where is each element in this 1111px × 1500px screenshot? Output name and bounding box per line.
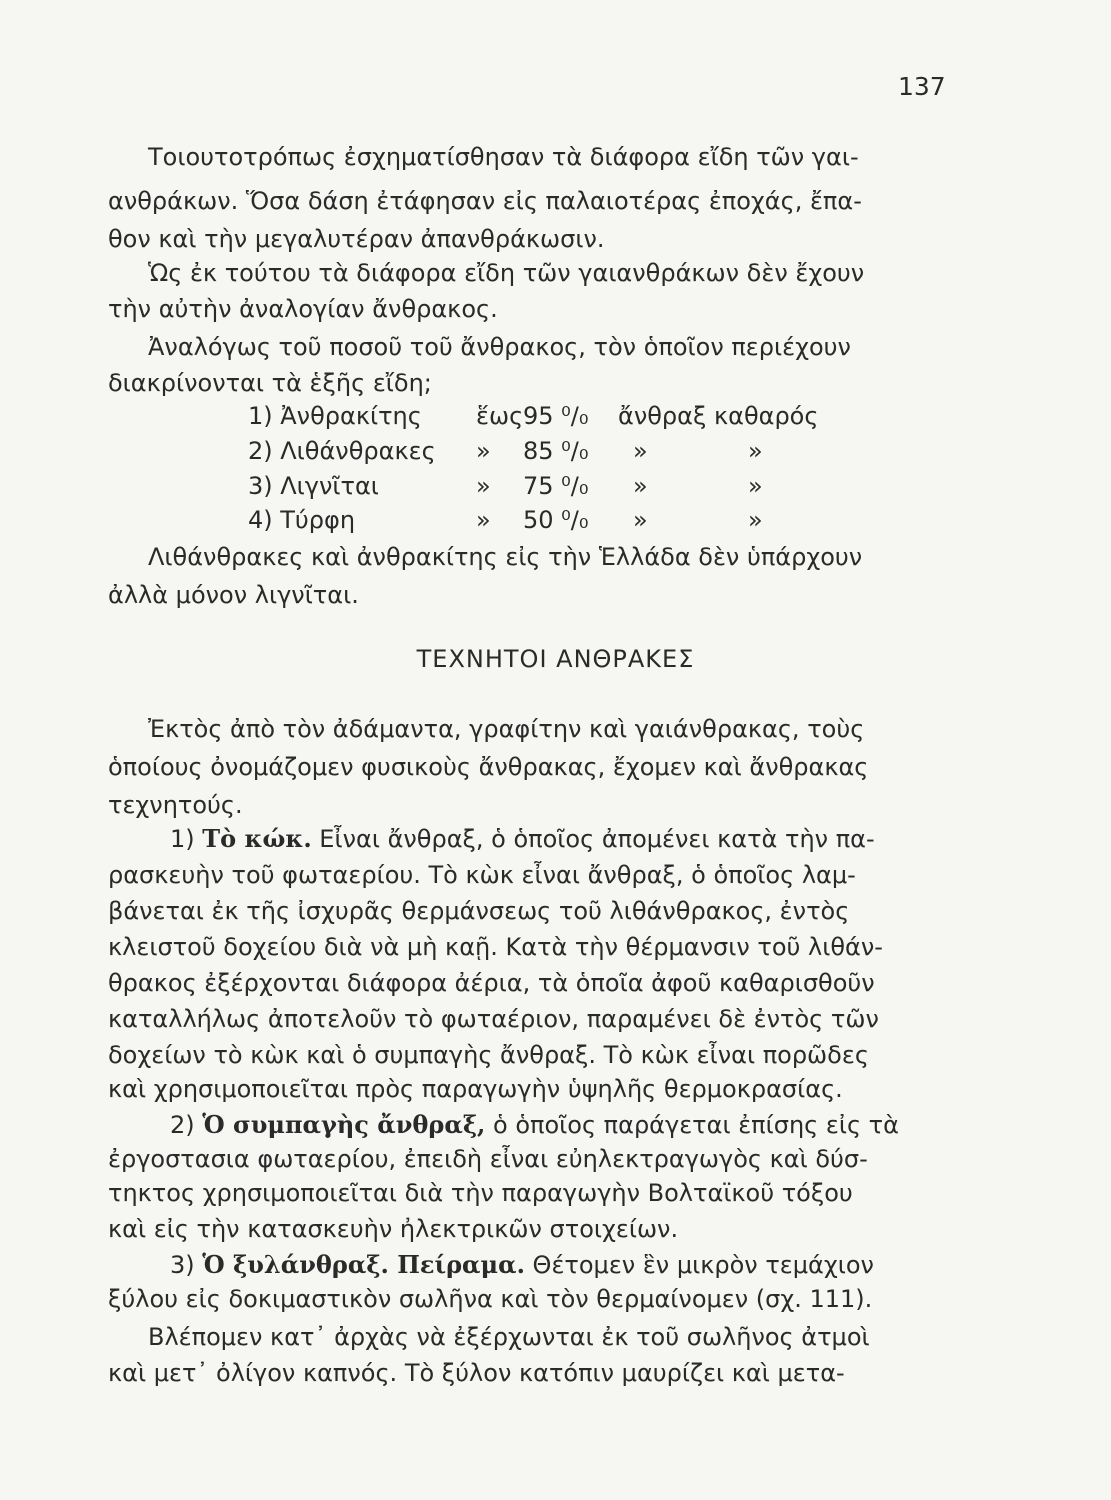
paragraph-line: καὶ μετ᾽ ὀλίγον καπνός. Τὸ ξύλον κατόπιν μαυρίζει καὶ μετα-: [108, 1359, 845, 1387]
paragraph-line: Βλέπομεν κατ᾽ ἀρχὰς νὰ ἐξέρχωνται ἐκ τοῦ σωλῆνος ἀτμοὶ: [148, 1323, 870, 1351]
paragraph-line: καὶ χρησιμοποιεῖται πρὸς παραγωγὴν ὑψηλῆς θερμοκρασίας.: [108, 1075, 843, 1103]
coal-type: 3) Λιγνῖται: [248, 472, 379, 500]
coal-desc: »: [748, 472, 763, 500]
paragraph-line: βάνεται ἐκ τῆς ἰσχυρᾶς θερμάνσεως τοῦ λιθάνθρακος, ἐντὸς: [108, 897, 850, 925]
coal-percent: 85 ⁰/₀: [523, 437, 589, 465]
coal-desc: »: [748, 437, 763, 465]
paragraph-line: τεχνητούς.: [108, 791, 243, 819]
paragraph-line: καταλλήλως ἀποτελοῦν τὸ φωταέριον, παραμένει δὲ ἐντὸς τῶν: [108, 1005, 879, 1033]
paragraph-line: ανθράκων. Ὅσα δάση ἐτάφησαν εἰς παλαιοτέρας ἐποχάς, ἔπα-: [108, 187, 862, 215]
paragraph-line: θρακος ἐξέρχονται διάφορα ἀέρια, τὰ ὁποῖα ἀφοῦ καθαρισθοῦν: [108, 969, 875, 997]
item-label: 3): [170, 1251, 203, 1279]
paragraph-line: τὴν αὐτὴν ἀναλογίαν ἄνθρακος.: [108, 295, 498, 323]
paragraph-line: Λιθάνθρακες καὶ ἀνθρακίτης εἰς τὴν Ἑλλάδα δὲν ὑπάρχουν: [148, 543, 863, 571]
paragraph-line: θον καὶ τὴν μεγαλυτέραν ἀπανθράκωσιν.: [108, 225, 605, 253]
item-text: Εἶναι ἄνθραξ, ὁ ὁποῖος ἀπομένει κατὰ τὴν πα-: [311, 825, 875, 853]
paragraph-line: Ἐκτὸς ἀπὸ τὸν ἀδάμαντα, γραφίτην καὶ γαιάνθρακας, τοὺς: [148, 715, 865, 743]
section-heading: ΤΕΧΝΗΤΟΙ ΑΝΘΡΑΚΕΣ: [416, 645, 695, 673]
item-1-first-line: [170, 822, 1030, 856]
paragraph-line: ὁποίους ὀνομάζομεν φυσικοὺς ἄνθρακας, ἔχομεν καὶ ἄνθρακας: [108, 753, 869, 781]
coal-prefix: »: [476, 472, 491, 500]
item-title: Ὁ ξυλάνθραξ. Πείραμα.: [202, 1250, 525, 1279]
paragraph-line: διακρίνονται τὰ ἑξῆς εἴδη;: [108, 369, 432, 397]
paragraph-line: ἀλλὰ μόνον λιγνῖται.: [108, 581, 359, 609]
item-text: Θέτομεν ἓν μικρὸν τεμάχιον: [524, 1251, 874, 1279]
paragraph-line: ρασκευὴν τοῦ φωταερίου. Τὸ κὼκ εἶναι ἄνθραξ, ὁ ὁποῖος λαμ-: [108, 861, 856, 889]
item-3-first-line: [170, 1248, 1030, 1282]
coal-prefix: »: [476, 506, 491, 534]
item-label: 2): [170, 1111, 203, 1139]
coal-desc: »: [633, 506, 648, 534]
coal-desc: »: [633, 472, 648, 500]
coal-percent: 75 ⁰/₀: [523, 472, 589, 500]
coal-desc: ἄνθραξ καθαρός: [618, 402, 819, 430]
coal-percent: 95 ⁰/₀: [523, 402, 589, 430]
page-number: 137: [898, 72, 946, 101]
paragraph-line: κλειστοῦ δοχείου διὰ νὰ μὴ καῇ. Κατὰ τὴν θέρμανσιν τοῦ λιθάν-: [108, 933, 883, 961]
item-2-first-line: [170, 1108, 1030, 1142]
item-label: 1): [170, 825, 203, 853]
paragraph-line: Τοιουτοτρόπως ἐσχηματίσθησαν τὰ διάφορα εἴδη τῶν γαι-: [148, 143, 859, 171]
paragraph-line: Ὡς ἐκ τούτου τὰ διάφορα εἴδη τῶν γαιανθράκων δὲν ἔχουν: [148, 259, 865, 287]
item-title: Τὸ κώκ.: [202, 824, 312, 853]
paragraph-line: καὶ εἰς τὴν κατασκευὴν ἠλεκτρικῶν στοιχείων.: [108, 1215, 679, 1243]
paragraph-line: τηκτος χρησιμοποιεῖται διὰ τὴν παραγωγὴν Βολταϊκοῦ τόξου: [108, 1179, 853, 1207]
item-title: Ὁ συμπαγὴς ἄνθραξ,: [202, 1110, 486, 1139]
coal-prefix: »: [476, 437, 491, 465]
coal-desc: »: [748, 506, 763, 534]
coal-desc: »: [633, 437, 648, 465]
coal-type: 4) Τύρφη: [248, 506, 356, 534]
paragraph-line: Ἀναλόγως τοῦ ποσοῦ τοῦ ἄνθρακος, τὸν ὁποῖον περιέχουν: [148, 333, 851, 361]
coal-percent: 50 ⁰/₀: [523, 506, 589, 534]
item-text: ὁ ὁποῖος παράγεται ἐπίσης εἰς τὰ: [485, 1111, 899, 1139]
coal-type: 2) Λιθάνθρακες: [248, 437, 436, 465]
paragraph-line: ἐργοστασια φωταερίου, ἐπειδὴ εἶναι εὐηλεκτραγωγὸς καὶ δύσ-: [108, 1145, 868, 1173]
paragraph-line: δοχείων τὸ κὼκ καὶ ὁ συμπαγὴς ἄνθραξ. Τὸ κὼκ εἶναι πορῶδες: [108, 1041, 869, 1069]
paragraph-line: ξύλου εἰς δοκιμαστικὸν σωλῆνα καὶ τὸν θερμαίνομεν (σχ. 111).: [108, 1285, 873, 1313]
coal-prefix: ἕως: [476, 402, 524, 430]
coal-type: 1) Ἀνθρακίτης: [248, 402, 422, 430]
